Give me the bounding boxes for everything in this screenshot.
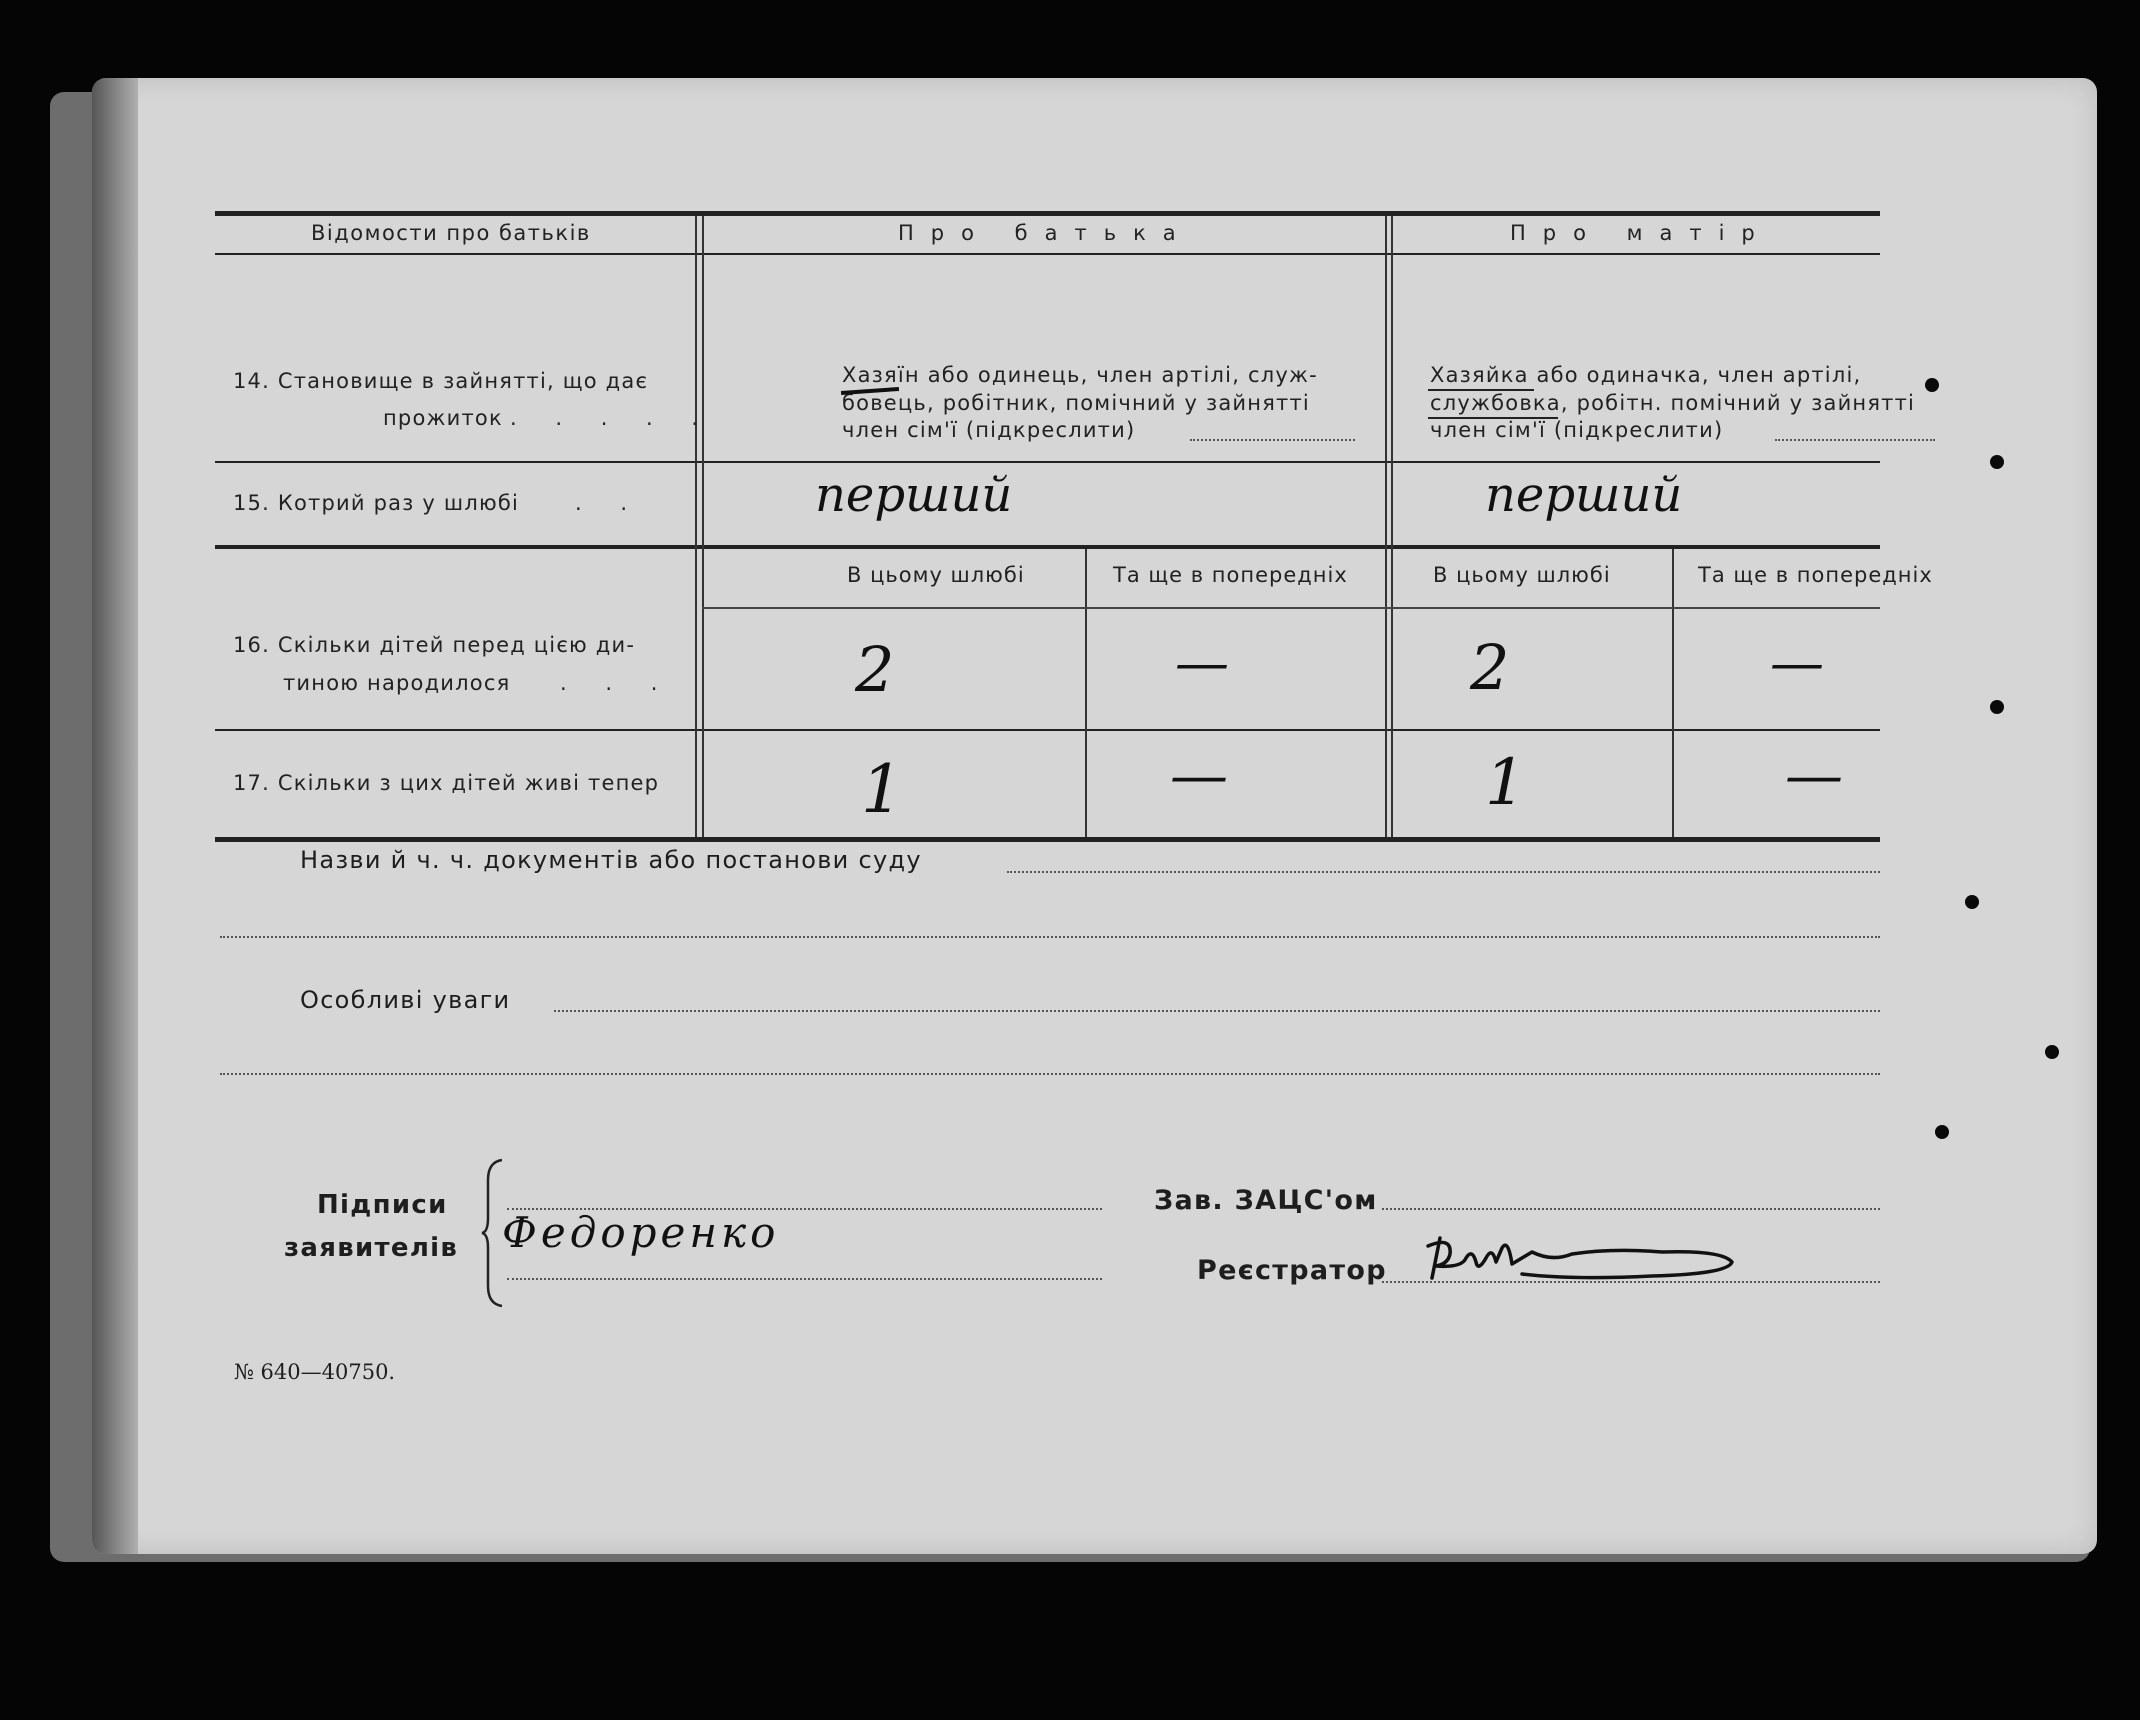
- row15-label: 15. Котрий раз у шлюбі: [233, 491, 520, 515]
- row14-mother-dots: [1775, 439, 1935, 441]
- applicants-brace: [480, 1158, 504, 1308]
- row14-father-dots: [1190, 439, 1355, 441]
- documents-label: Назви й ч. ч. документів або постанови суду: [300, 846, 922, 874]
- col1-divider: [695, 216, 697, 837]
- subheader-father-previous: Та ще в попередніх: [1113, 563, 1348, 587]
- father-subdivider: [1085, 549, 1087, 837]
- remarks-label: Особливі уваги: [300, 986, 511, 1014]
- header-mother: Про матір: [1510, 221, 1772, 245]
- col1-divider-double: [702, 216, 704, 837]
- subheader-mother-this-marriage: В цьому шлюбі: [1433, 563, 1611, 587]
- remarks-line1: [554, 1010, 1880, 1012]
- applicant-signature-line2: [507, 1278, 1102, 1280]
- form-sheet: [92, 78, 2097, 1554]
- registrar-signature: [1422, 1228, 1752, 1298]
- row16-father-this-handwritten: 2: [855, 633, 895, 706]
- head-zags-line: [1382, 1208, 1880, 1210]
- documents-line2: [220, 936, 1880, 938]
- header-parents-info: Відомости про батьків: [311, 221, 591, 245]
- punch-hole: [1925, 378, 1939, 392]
- row16-mother-this-handwritten: 2: [1470, 631, 1510, 704]
- father-mother-divider: [1385, 216, 1387, 837]
- row14-mother-line2: службовка, робітн. помічний у зайнятті: [1430, 391, 1916, 415]
- row15-father-handwritten: перший: [815, 467, 1013, 523]
- row15-mother-handwritten: перший: [1485, 467, 1683, 523]
- row16-label-line2: тиною народилося: [283, 671, 511, 695]
- row15-leader-dots: . .: [575, 491, 644, 515]
- table-bottom-border: [215, 837, 1880, 842]
- row14-label-line1: 14. Становище в зайнятті, що дає: [233, 369, 649, 393]
- subheader-mother-previous: Та ще в попередніх: [1698, 563, 1933, 587]
- head-zags-label: Зав. ЗАЦС'ом: [1154, 1185, 1378, 1216]
- documents-line1: [1007, 871, 1880, 873]
- row14-father-line2: бовець, робітник, помічний у зайнятті: [842, 391, 1310, 415]
- header-bottom-border: [215, 253, 1880, 255]
- remarks-line2: [220, 1073, 1880, 1075]
- row14-bottom-border: [215, 461, 1880, 463]
- subheader-father-this-marriage: В цьому шлюбі: [847, 563, 1025, 587]
- row17-label: 17. Скільки з цих дітей живі тепер: [233, 771, 660, 795]
- subheader-bottom-border: [702, 607, 1880, 609]
- applicants-signature-label-line1: Підписи: [317, 1190, 448, 1220]
- sheet-binding-edge: [92, 78, 138, 1554]
- punch-hole: [1990, 455, 2004, 469]
- applicants-signature-label-line2: заявителів: [284, 1233, 459, 1263]
- row16-leader-dots: . . .: [560, 671, 674, 695]
- row17-mother-prev-handwritten: —: [1785, 741, 1843, 809]
- mother-subdivider: [1672, 549, 1674, 837]
- punch-hole: [1935, 1125, 1949, 1139]
- parents-info-table: [215, 211, 1933, 843]
- father-mother-divider-double: [1391, 216, 1393, 837]
- row16-label-line1: 16. Скільки дітей перед цією ди-: [233, 633, 636, 657]
- punch-hole: [1965, 895, 1979, 909]
- row17-mother-this-handwritten: 1: [1485, 746, 1526, 820]
- row17-father-this-handwritten: 1: [861, 751, 903, 828]
- punch-hole: [1990, 700, 2004, 714]
- row14-father-line3: член сім'ї (підкреслити): [842, 418, 1136, 442]
- row16-bottom-border: [215, 729, 1880, 731]
- row14-leader-dots: . . . . .: [510, 406, 715, 430]
- form-number: № 640—40750.: [234, 1360, 396, 1384]
- mother-khaziaika-underline: [1428, 389, 1534, 391]
- row14-father-line1: Хазяїн або одинець, член артілі, служ-: [842, 363, 1318, 387]
- table-top-border: [215, 211, 1880, 216]
- row17-father-prev-handwritten: —: [1170, 741, 1228, 809]
- row16-mother-prev-handwritten: —: [1770, 631, 1824, 694]
- row14-mother-line1: Хазяйка або одиначка, член артілі,: [1430, 363, 1862, 387]
- applicant-signature: Федоренко: [502, 1208, 780, 1257]
- row15-bottom-border: [215, 545, 1880, 549]
- row14-label-line2: прожиток: [383, 406, 503, 430]
- punch-hole: [2045, 1045, 2059, 1059]
- row16-father-prev-handwritten: —: [1175, 631, 1229, 694]
- row14-mother-line3: член сім'ї (підкреслити): [1430, 418, 1724, 442]
- mother-sluzhbovka-underline: [1428, 417, 1558, 419]
- registrar-label: Реєстратор: [1197, 1255, 1387, 1286]
- header-father: Про батька: [898, 221, 1193, 245]
